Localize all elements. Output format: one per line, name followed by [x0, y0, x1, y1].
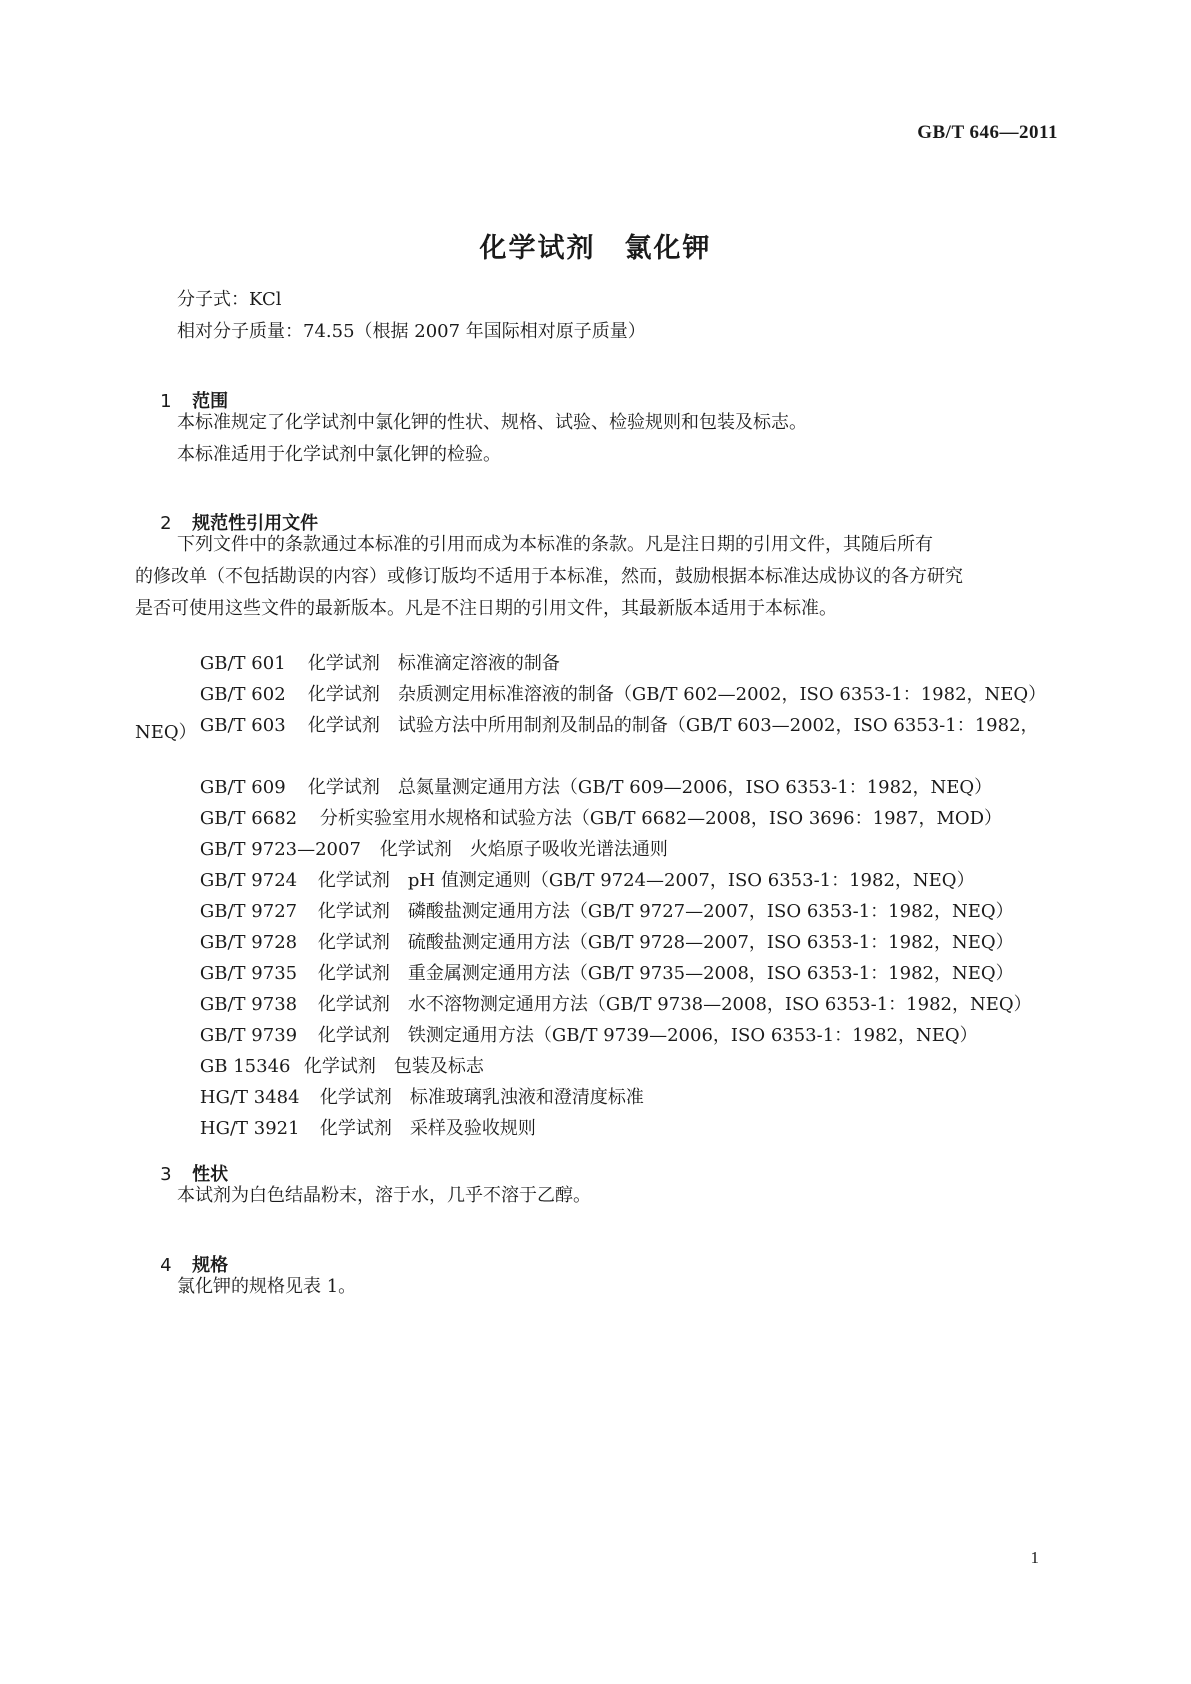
reference-title: 化学试剂 包装及标志 [303, 1056, 484, 1077]
reference-code: GB/T 9739 [199, 1025, 298, 1046]
reference-code: GB/T 603 [199, 715, 286, 736]
page-number: 1 [1030, 1548, 1039, 1567]
section-number: 2 [160, 513, 172, 534]
reference-code: HG/T 3921 [199, 1118, 300, 1139]
reference-code: GB/T 9723—2007 [199, 839, 361, 860]
reference-title: 化学试剂 标准滴定溶液的制备 [307, 653, 560, 674]
section-number: 4 [160, 1255, 172, 1276]
paragraph: 氯化钾的规格见表 1。 [177, 1276, 357, 1297]
formula-line: 分子式：KCl [177, 289, 282, 310]
reference-title: 化学试剂 水不溶物测定通用方法（GB/T 9738—2008，ISO 6353-1：1982，NEQ） [317, 994, 1032, 1015]
reference-code: GB/T 9727 [199, 901, 298, 922]
paragraph-line: 的修改单（不包括勘误的内容）或修订版均不适用于本标准，然而，鼓励根据本标准达成协议的各方研究 [135, 566, 963, 587]
standard-code: GB/T 646—2011 [917, 122, 1058, 143]
section-title: 规格 [192, 1255, 229, 1276]
section-number: 3 [160, 1164, 172, 1185]
section-title: 规范性引用文件 [192, 513, 319, 534]
reference-code: GB/T 601 [199, 653, 286, 674]
reference-title: 化学试剂 标准玻璃乳浊液和澄清度标准 [319, 1087, 644, 1108]
reference-code: GB/T 9735 [199, 963, 298, 984]
paragraph: 本标准规定了化学试剂中氯化钾的性状、规格、试验、检验规则和包装及标志。 [177, 412, 807, 433]
section-number: 1 [160, 391, 172, 412]
reference-code: HG/T 3484 [199, 1087, 300, 1108]
reference-title: 化学试剂 pH 值测定通则（GB/T 9724—2007，ISO 6353-1：1982，NEQ） [317, 870, 975, 891]
reference-title: 化学试剂 采样及验收规则 [319, 1118, 536, 1139]
reference-wrap-line: NEQ） [135, 722, 197, 743]
reference-title: 化学试剂 硫酸盐测定通用方法（GB/T 9728—2007，ISO 6353-1：1982，NEQ） [317, 932, 1014, 953]
reference-title: 化学试剂 铁测定通用方法（GB/T 9739—2006，ISO 6353-1：1982，NEQ） [317, 1025, 978, 1046]
reference-title: 分析实验室用水规格和试验方法（GB/T 6682—2008，ISO 3696：1987，MOD） [319, 808, 1003, 829]
reference-title: 化学试剂 磷酸盐测定通用方法（GB/T 9727—2007，ISO 6353-1：1982，NEQ） [317, 901, 1014, 922]
reference-code: GB/T 6682 [199, 808, 298, 829]
paragraph-line: 是否可使用这些文件的最新版本。凡是不注日期的引用文件，其最新版本适用于本标准。 [135, 598, 837, 619]
reference-title: 化学试剂 试验方法中所用制剂及制品的制备（GB/T 603—2002，ISO 6353-1：1982， [307, 715, 1039, 736]
reference-item [177, 1093, 536, 1165]
section-title: 范围 [192, 391, 229, 412]
document-title: 化学试剂 氯化钾 [479, 233, 712, 264]
molecular-mass-line: 相对分子质量：74.55（根据 2007 年国际相对原子质量） [177, 321, 646, 342]
reference-code: GB 15346 [199, 1056, 291, 1077]
reference-code: GB/T 609 [199, 777, 286, 798]
reference-code: GB/T 602 [199, 684, 286, 705]
reference-code: GB/T 9728 [199, 932, 298, 953]
reference-title: 化学试剂 杂质测定用标准溶液的制备（GB/T 602—2002，ISO 6353-1：1982，NEQ） [307, 684, 1047, 705]
reference-title: 化学试剂 重金属测定通用方法（GB/T 9735—2008，ISO 6353-1：1982，NEQ） [317, 963, 1014, 984]
paragraph: 本标准适用于化学试剂中氯化钾的检验。 [177, 444, 501, 465]
paragraph-line: 下列文件中的条款通过本标准的引用而成为本标准的条款。凡是注日期的引用文件，其随后所有 [177, 534, 933, 555]
reference-code: GB/T 9738 [199, 994, 298, 1015]
reference-title: 化学试剂 火焰原子吸收光谱法通则 [379, 839, 668, 860]
section-title: 性状 [192, 1164, 229, 1185]
reference-code: GB/T 9724 [199, 870, 298, 891]
paragraph: 本试剂为白色结晶粉末，溶于水，几乎不溶于乙醇。 [177, 1185, 591, 1206]
reference-title: 化学试剂 总氮量测定通用方法（GB/T 609—2006，ISO 6353-1：1982，NEQ） [307, 777, 993, 798]
